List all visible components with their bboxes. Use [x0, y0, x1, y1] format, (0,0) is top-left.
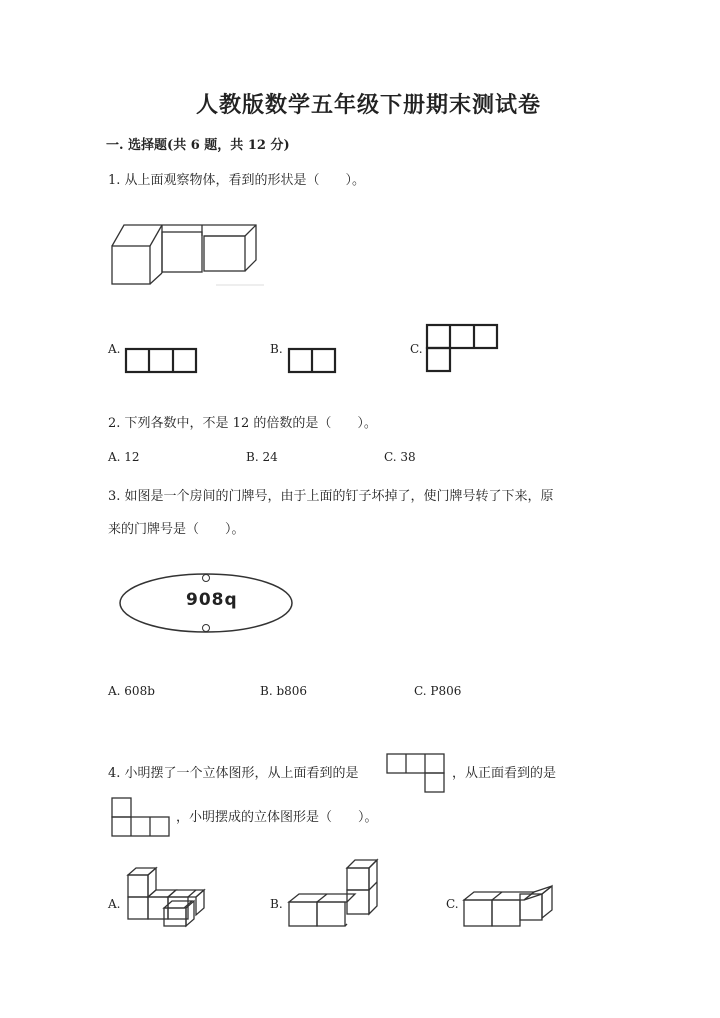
q2-option-b[interactable]: B. 24	[246, 450, 278, 464]
q4-top-view-figure	[386, 753, 448, 795]
q4-option-b-label[interactable]: B.	[270, 897, 283, 911]
section-heading: 一. 选择题(共 6 题，共 12 分)	[106, 138, 290, 153]
q1-option-c-label[interactable]: C.	[410, 342, 423, 356]
question-1-text: 1. 从上面观察物体，看到的形状是（ ）。	[108, 173, 366, 188]
q4-option-c-figure[interactable]	[462, 880, 558, 930]
q2-option-a[interactable]: A. 12	[108, 450, 140, 464]
door-plate-number: 908q	[186, 590, 238, 610]
q1-option-b-label[interactable]: B.	[270, 342, 283, 356]
question-3-text-line1: 3. 如图是一个房间的门牌号，由于上面的钉子坏掉了，使门牌号转了下来，原	[108, 489, 554, 504]
q3-option-b[interactable]: B. b806	[260, 684, 308, 698]
question-4-text-part2: ，从正面看到的是	[452, 766, 557, 781]
page-title: 人教版数学五年级下册期末测试卷	[196, 92, 542, 118]
q4-option-b-figure[interactable]	[287, 856, 383, 930]
q1-option-c-figure[interactable]	[425, 323, 501, 375]
question-4-text-part1: 4. 小明摆了一个立体图形，从上面看到的是	[108, 766, 359, 781]
question-2-text: 2. 下列各数中，不是 12 的倍数的是（ ）。	[108, 416, 377, 431]
q2-option-c[interactable]: C. 38	[384, 450, 416, 464]
q3-option-a[interactable]: A. 608b	[108, 684, 155, 698]
q4-option-a-label[interactable]: A.	[108, 897, 121, 911]
question-4-text-part3: ，小明摆成的立体图形是（ ）。	[176, 810, 378, 825]
q4-front-view-figure	[111, 797, 173, 839]
q4-option-c-label[interactable]: C.	[446, 897, 459, 911]
q1-option-a-figure[interactable]	[124, 348, 198, 374]
q3-option-c[interactable]: C. P806	[414, 684, 462, 698]
q4-option-a-figure[interactable]	[124, 864, 208, 930]
q1-cube-figure	[108, 218, 268, 290]
question-3-text-line2: 来的门牌号是（ ）。	[108, 522, 245, 537]
q1-option-a-label[interactable]: A.	[108, 342, 121, 356]
q1-option-b-figure[interactable]	[287, 348, 337, 374]
